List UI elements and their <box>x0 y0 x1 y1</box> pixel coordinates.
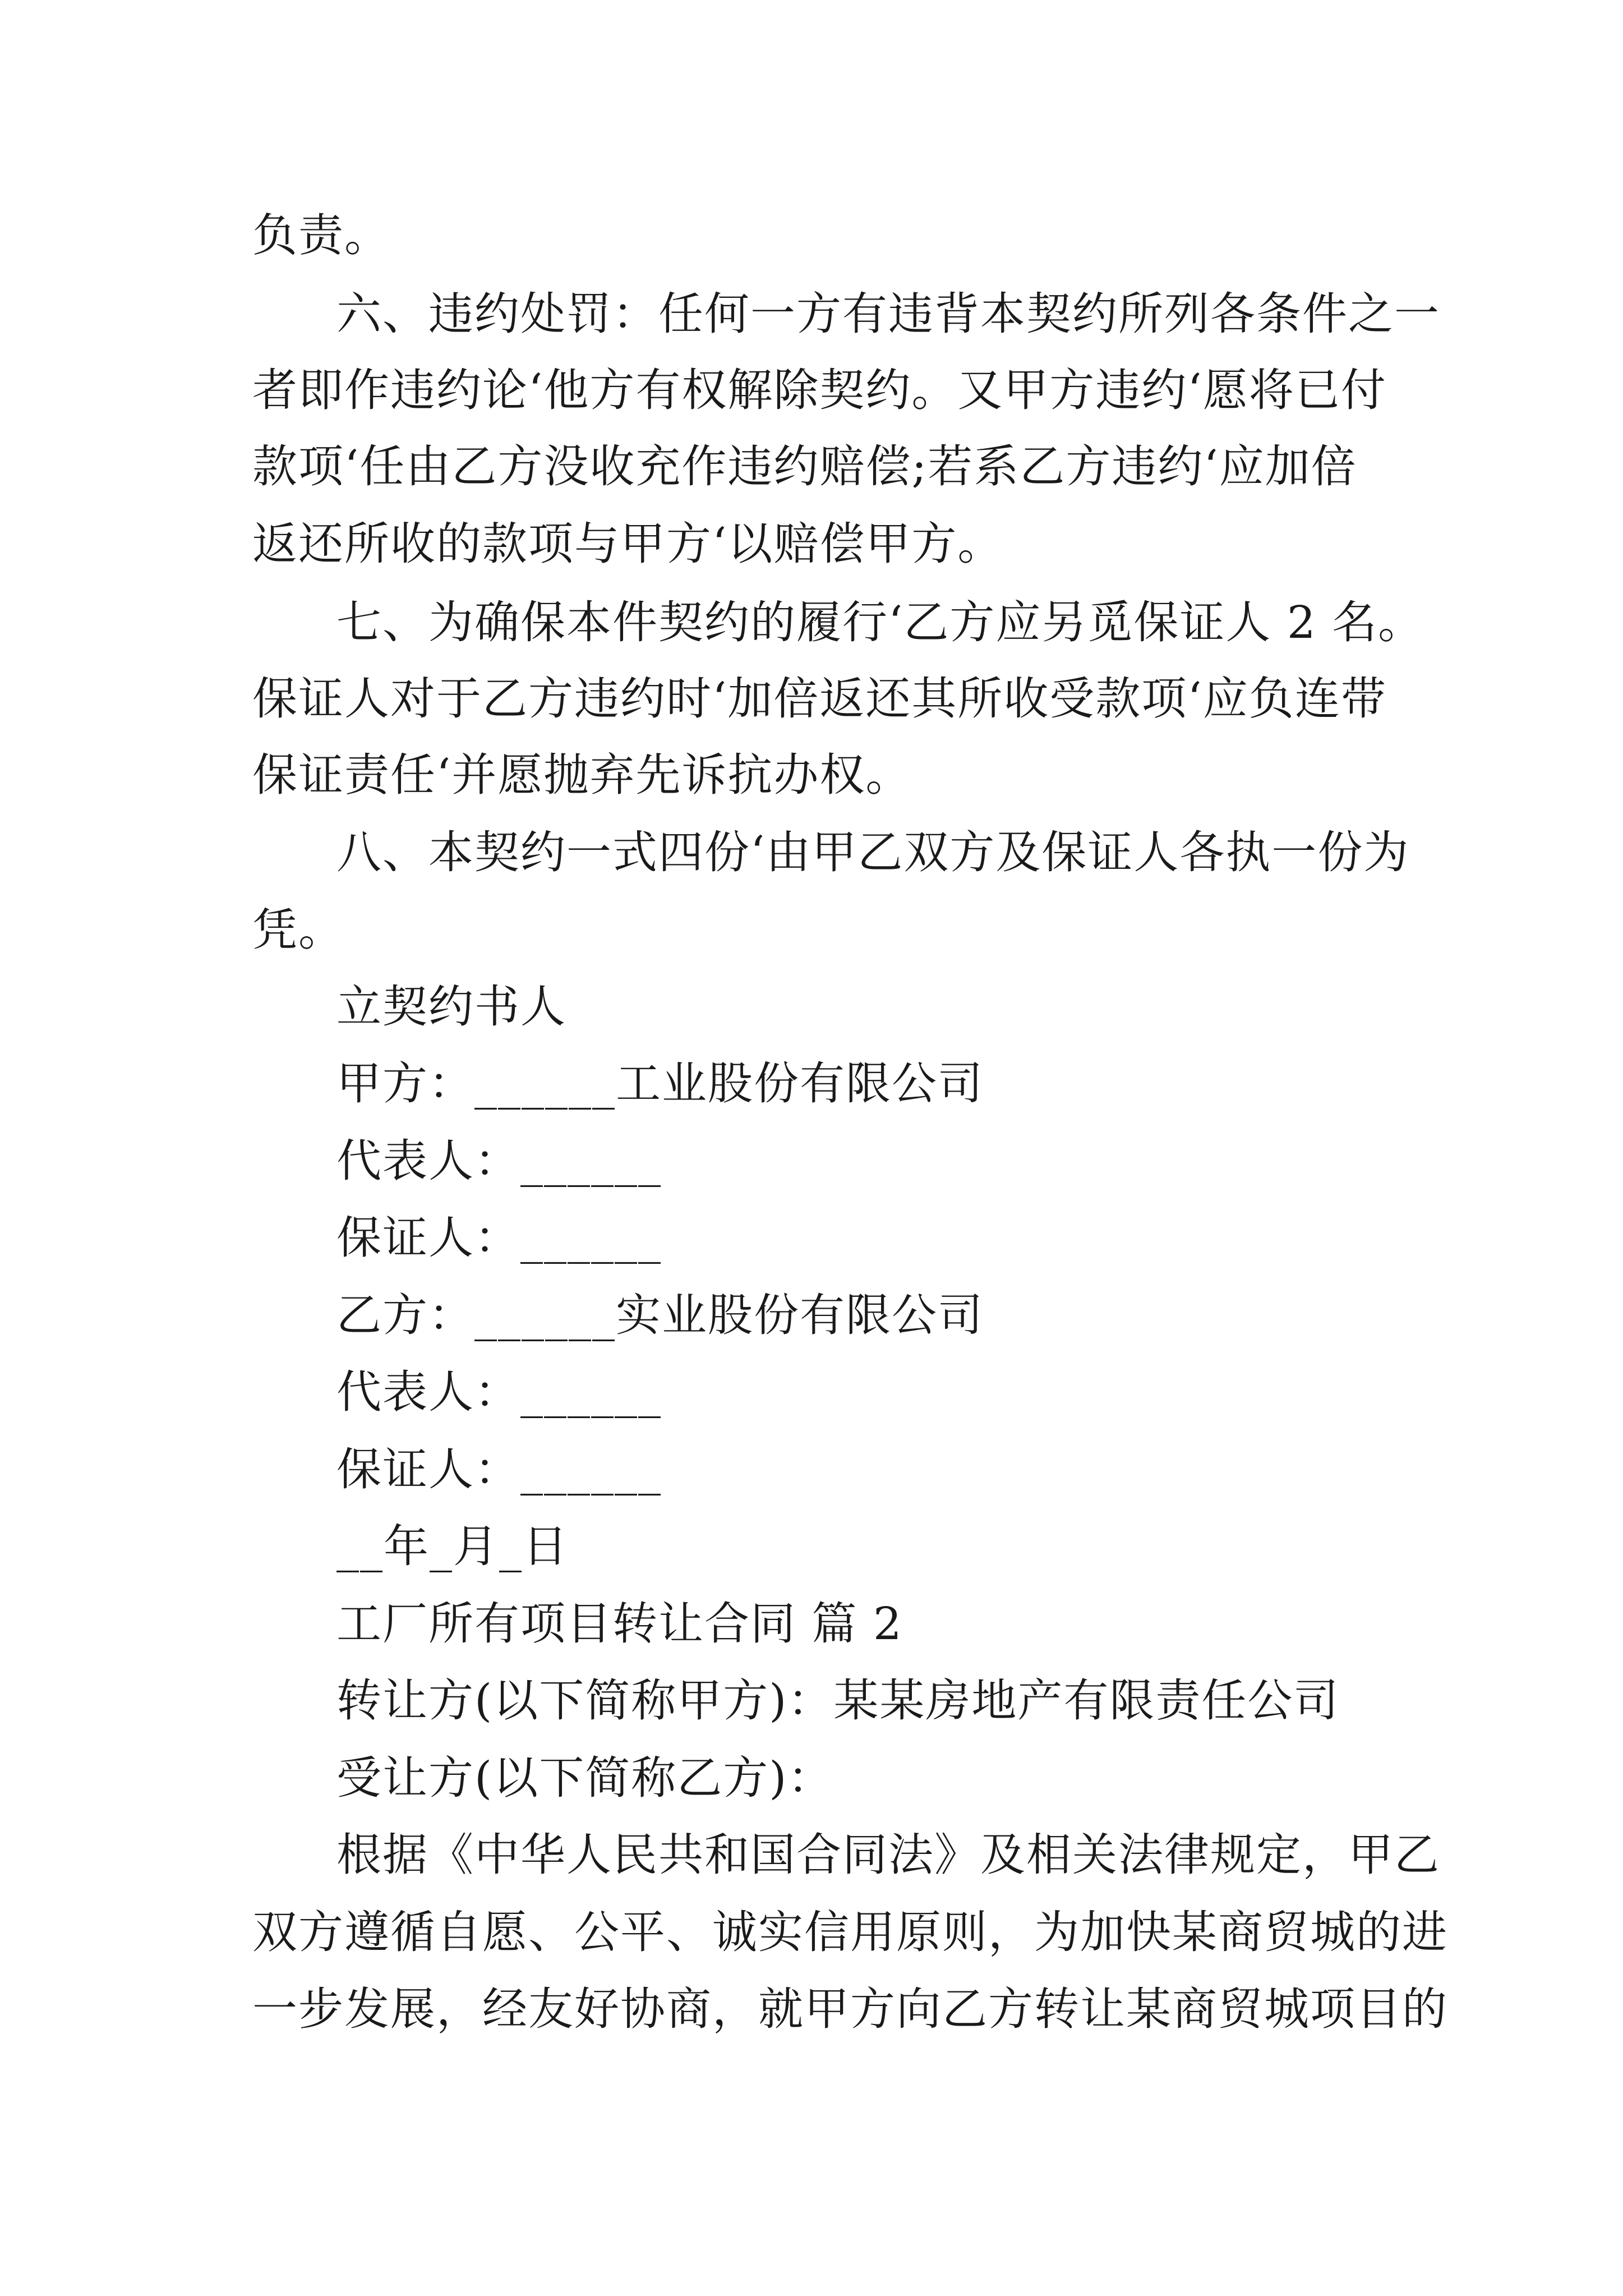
text-line: 保证人：______ <box>336 1443 662 1496</box>
text-line: 保证责任‘并愿抛弃先诉抗办权。 <box>252 749 912 801</box>
text-line: 工厂所有项目转让合同 篇 2 <box>336 1598 903 1650</box>
text-line: 八、本契约一式四份‘由甲乙双方及保证人各执一份为 <box>336 826 1410 878</box>
text-line: 返还所收的款项与甲方‘以赔偿甲方。 <box>252 518 1004 570</box>
text-line: 七、为确保本件契约的履行‘乙方应另觅保证人 2 名。 <box>336 596 1424 648</box>
text-line: 代表人：______ <box>336 1135 662 1187</box>
text-line: 六、违约处罚：任何一方有违背本契约所列各条件之一 <box>336 288 1440 340</box>
text-line: 款项‘任由乙方没收充作违约赔偿;若系乙方违约‘应加倍 <box>252 440 1357 493</box>
text-line: 甲方：______工业股份有限公司 <box>336 1057 984 1110</box>
text-line: 双方遵循自愿、公平、诚实信用原则，为加快某商贸城的进 <box>252 1906 1448 1958</box>
text-line: 受让方(以下简称乙方)： <box>336 1752 834 1804</box>
text-line: __年_月_日 <box>336 1520 569 1572</box>
text-line: 代表人：______ <box>336 1366 662 1418</box>
text-line: 根据《中华人民共和国合同法》及相关法律规定，甲乙 <box>336 1829 1440 1881</box>
text-line: 一步发展，经友好协商，就甲方向乙方转让某商贸城项目的 <box>252 1983 1448 2035</box>
text-line: 凭。 <box>252 904 344 956</box>
text-line: 负责。 <box>252 209 390 261</box>
text-line: 保证人：______ <box>336 1212 662 1264</box>
text-line: 立契约书人 <box>336 981 566 1033</box>
text-line: 乙方：______实业股份有限公司 <box>336 1289 984 1341</box>
text-line: 转让方(以下简称甲方)：某某房地产有限责任公司 <box>336 1674 1340 1727</box>
text-line: 者即作违约论‘他方有权解除契约。又甲方违约‘愿将已付 <box>252 364 1387 416</box>
text-line: 保证人对于乙方违约时‘加倍返还其所收受款项‘应负连带 <box>252 673 1387 725</box>
